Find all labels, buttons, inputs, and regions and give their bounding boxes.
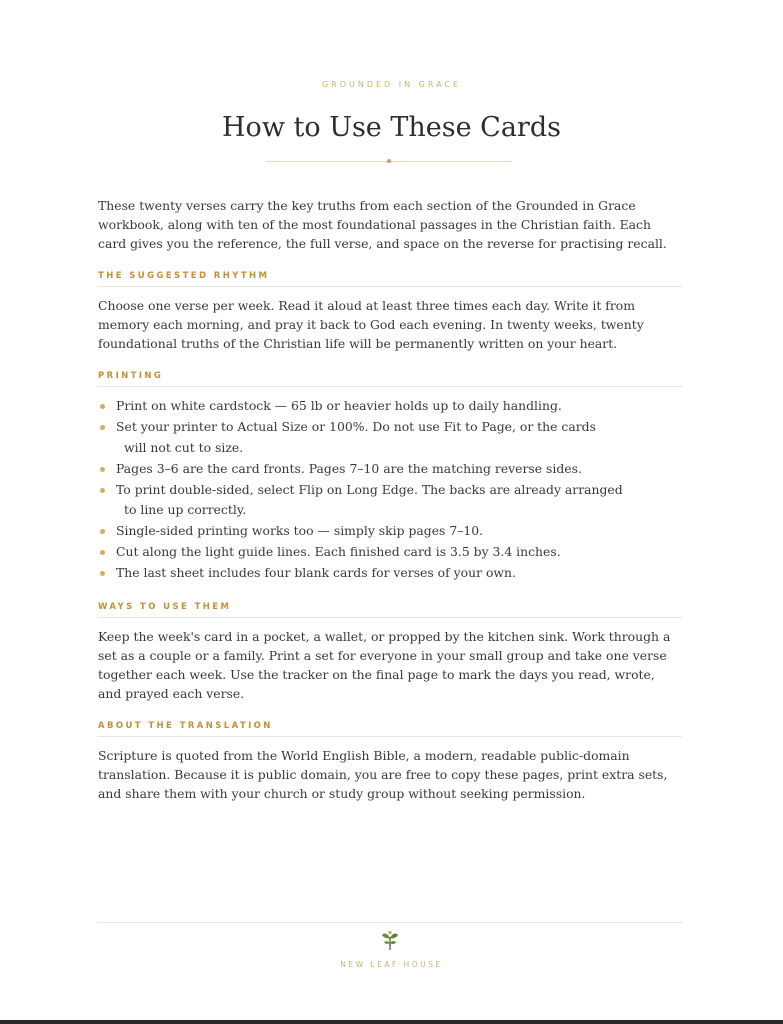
divider-ornament-dot [387, 159, 391, 163]
list-item [98, 396, 682, 417]
list-item [98, 417, 682, 458]
section-heading-translation: ABOUT THE TRANSLATION [98, 721, 682, 737]
translation-paragraph: Scripture is quoted from the World English Bible, a modern, readable public-domain translation. Because it is public domain, you are free to copy these pages, print extra sets, and share them with your church or study group without seeking permission. [98, 747, 668, 801]
bullet-dot-icon [100, 488, 105, 493]
list-item-text: The last sheet includes four blank cards for verses of your own. [116, 565, 516, 580]
bottom-edge-bar [0, 1020, 783, 1024]
leaf-sprout-icon [378, 928, 402, 952]
page-title: How to Use These Cards [222, 112, 561, 143]
printing-list [98, 396, 682, 584]
list-item [98, 480, 682, 521]
bullet-dot-icon [100, 529, 105, 534]
ways-paragraph: Keep the week's card in a pocket, a wallet, or propped by the kitchen sink. Work through a set as a couple or a family. Print a set for everyone in your small group and take one verse together each week. Use the tracker on the final page to mark the days you read, wrote, and prayed each verse. [98, 628, 671, 701]
section-heading-rhythm: THE SUGGESTED RHYTHM [98, 271, 682, 287]
rhythm-paragraph: Choose one verse per week. Read it aloud at least three times each day. Write it from memory each morning, and pray it back to God each evening. In twenty weeks, twenty foundational truths of the Christian life will be permanently written on your heart. [98, 298, 644, 351]
list-item [98, 521, 682, 542]
list-item [98, 563, 682, 584]
list-item-text: Cut along the light guide lines. Each finished card is 3.5 by 3.4 inches. [116, 544, 561, 559]
list-item [98, 542, 682, 563]
list-item-continuation: to line up correctly. [124, 502, 247, 517]
bullet-dot-icon [100, 550, 105, 555]
list-item-continuation: will not cut to size. [124, 439, 244, 455]
list-item-text: Pages 3–6 are the card fronts. Pages 7–10 are the matching reverse sides. [116, 460, 582, 476]
bullet-dot-icon [100, 467, 105, 472]
bullet-dot-icon [100, 425, 105, 430]
footer-divider [98, 922, 682, 923]
list-item-text: Print on white cardstock — 65 lb or heavier holds up to daily handling. [116, 398, 562, 413]
intro-paragraph: These twenty verses carry the key truths from each section of the Grounded in Grace workbook, along with ten of the most foundational passages in the Christian faith. Each card gives you the reference, the full verse, and space on the reverse for practising recall. [98, 198, 667, 251]
list-item [98, 459, 682, 480]
bullet-dot-icon [100, 404, 105, 409]
main-content [98, 196, 682, 803]
list-item-text: To print double-sided, select Flip on Long Edge. The backs are already arranged [116, 481, 623, 497]
series-kicker: GROUNDED IN GRACE [321, 80, 462, 89]
section-heading-printing: PRINTING [98, 371, 682, 387]
section-heading-ways: WAYS TO USE THEM [98, 602, 682, 618]
publisher-name: NEW LEAF HOUSE [340, 960, 443, 969]
list-item-text: Set your printer to Actual Size or 100%. Do not use Fit to Page, or the cards [116, 419, 596, 434]
bullet-dot-icon [100, 571, 105, 576]
list-item-text: Single-sided printing works too — simply skip pages 7–10. [116, 523, 484, 538]
